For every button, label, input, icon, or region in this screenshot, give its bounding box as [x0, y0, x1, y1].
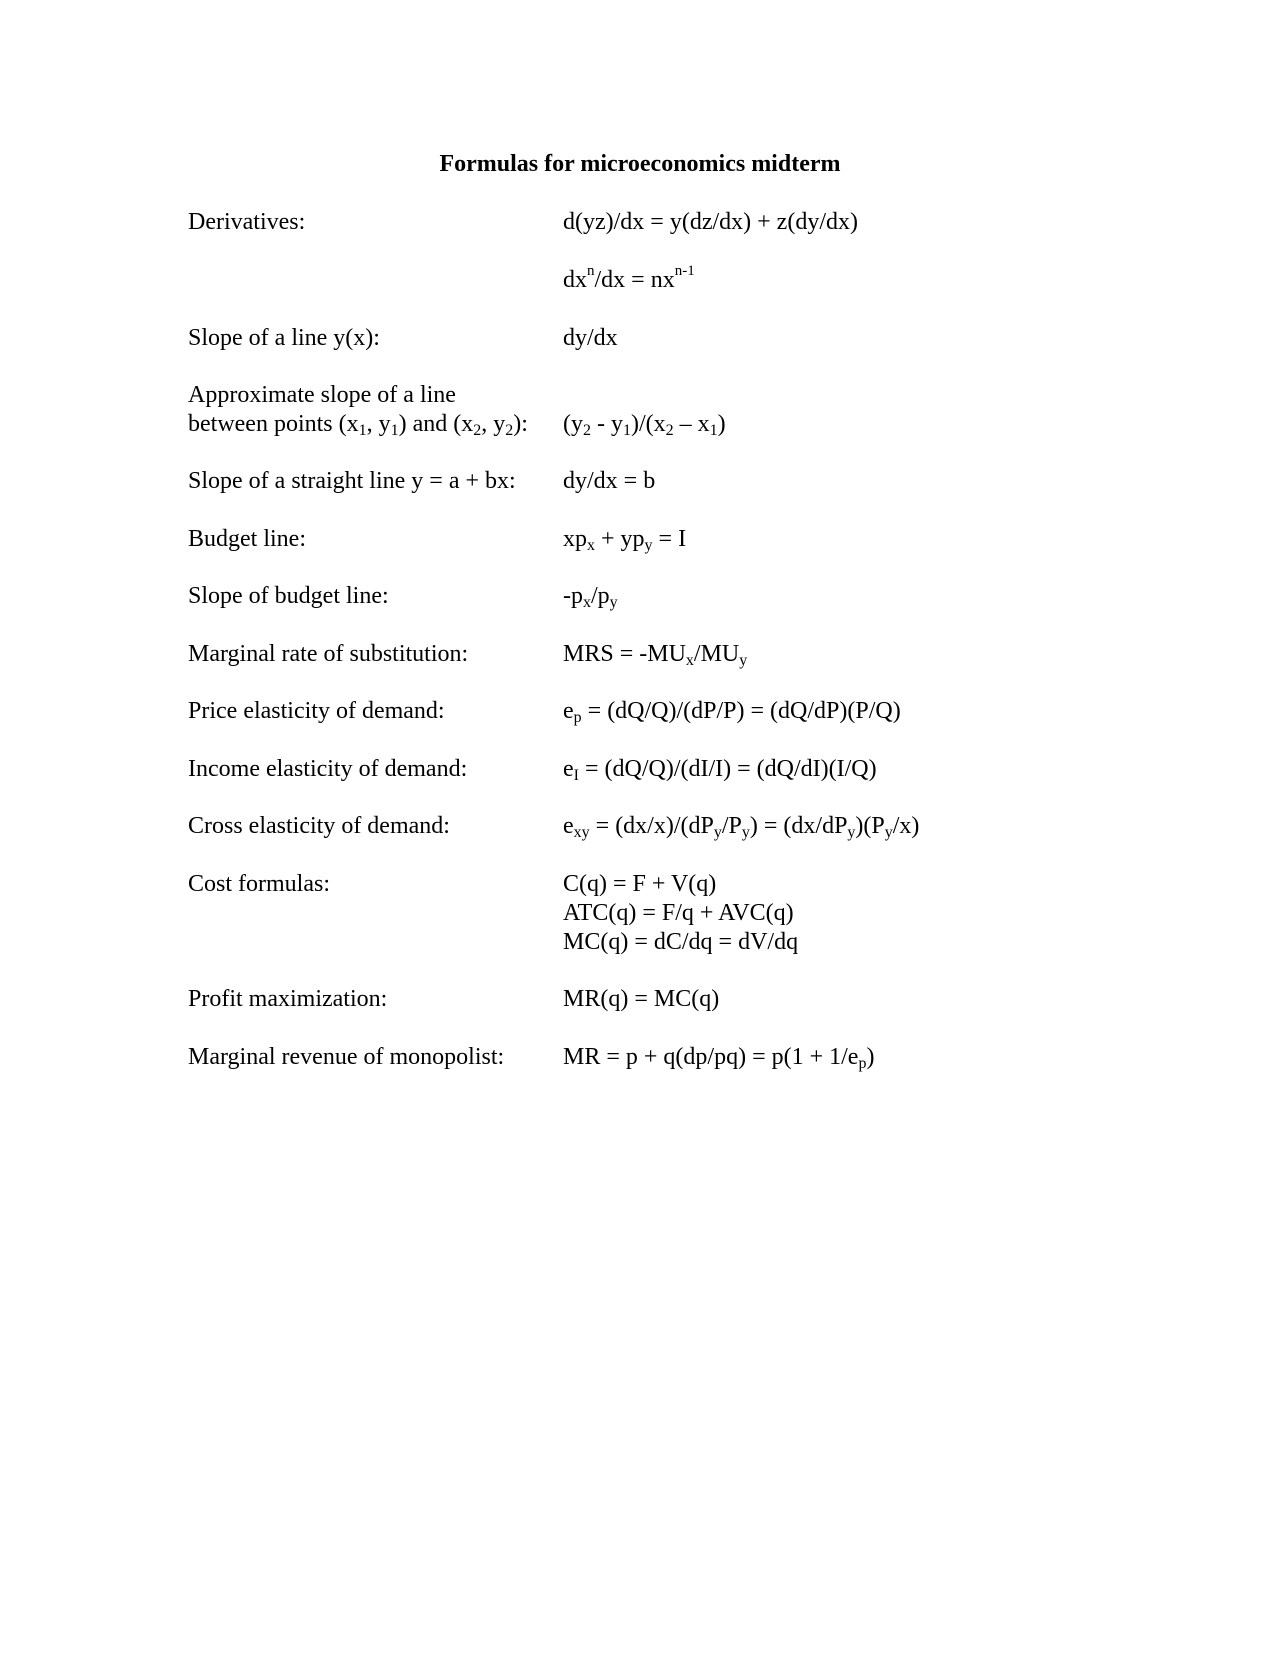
label-price-elasticity: Price elasticity of demand:: [188, 698, 445, 724]
formula-product-rule: d(yz)/dx = y(dz/dx) + z(dy/dx): [563, 209, 858, 235]
label-derivatives: Derivatives:: [188, 209, 306, 235]
formula-cost-total: C(q) = F + V(q): [563, 871, 717, 897]
formula-monopolist-mr: MR = $p + q(dp/pq) = p(1 + 1/e_p)$: [563, 1044, 875, 1072]
label-monopolist-mr: Marginal revenue of monopolist:: [188, 1044, 505, 1070]
formula-budget-slope: $-p_x/p_y$: [563, 583, 618, 611]
formula-income-elasticity: $e_I = (dQ/Q)/(dI/I) = (dQ/dI)(I/Q)$: [563, 756, 877, 784]
label-straight-line: Slope of a straight line y = a + bx:: [188, 468, 516, 494]
label-profit-max: Profit maximization:: [188, 986, 388, 1012]
label-cross-elasticity: Cross elasticity of demand:: [188, 813, 450, 839]
formula-power-rule: $dx^n/dx = nx^{n-1}$: [563, 263, 695, 293]
formula-price-elasticity: $e_p = (dQ/Q)/(dP/P) = (dQ/dP)(P/Q)$: [563, 698, 901, 726]
formula-cross-elasticity: $e_{xy} = (dx/x)/(dP_y/P_y) = (dx/dP_y)(P_y/x)$: [563, 813, 920, 841]
formula-mrs: MRS = $-MU_x/MU_y$: [563, 641, 748, 669]
label-budget-slope: Slope of budget line:: [188, 583, 389, 609]
label-mrs: Marginal rate of substitution:: [188, 641, 469, 667]
label-approx-slope-line1: Approximate slope of a line: [188, 382, 456, 408]
formula-cost-marginal: MC(q) = dC/dq = dV/dq: [563, 929, 799, 955]
formula-slope-line: dy/dx: [563, 325, 618, 351]
label-budget-line: Budget line:: [188, 526, 306, 552]
label-income-elasticity: Income elasticity of demand:: [188, 756, 468, 782]
label-slope-line: Slope of a line y(x):: [188, 325, 380, 351]
formula-cost-average: ATC(q) = F/q + AVC(q): [563, 900, 794, 926]
page-title: Formulas for microeconomics midterm: [439, 151, 841, 177]
label-approx-slope-line2: between points ($x_1$, $y_1$) and ($x_2$, $y_2$):: [188, 411, 528, 439]
formula-straight-line: dy/dx = b: [563, 468, 656, 494]
formula-budget-line: $xp_x + yp_y = I$: [563, 526, 687, 554]
formula-approx-slope: $(y_2 - y_1)/(x_2 - x_1)$: [563, 411, 726, 439]
formula-profit-max: MR(q) = MC(q): [563, 986, 720, 1012]
label-cost-formulas: Cost formulas:: [188, 871, 330, 897]
